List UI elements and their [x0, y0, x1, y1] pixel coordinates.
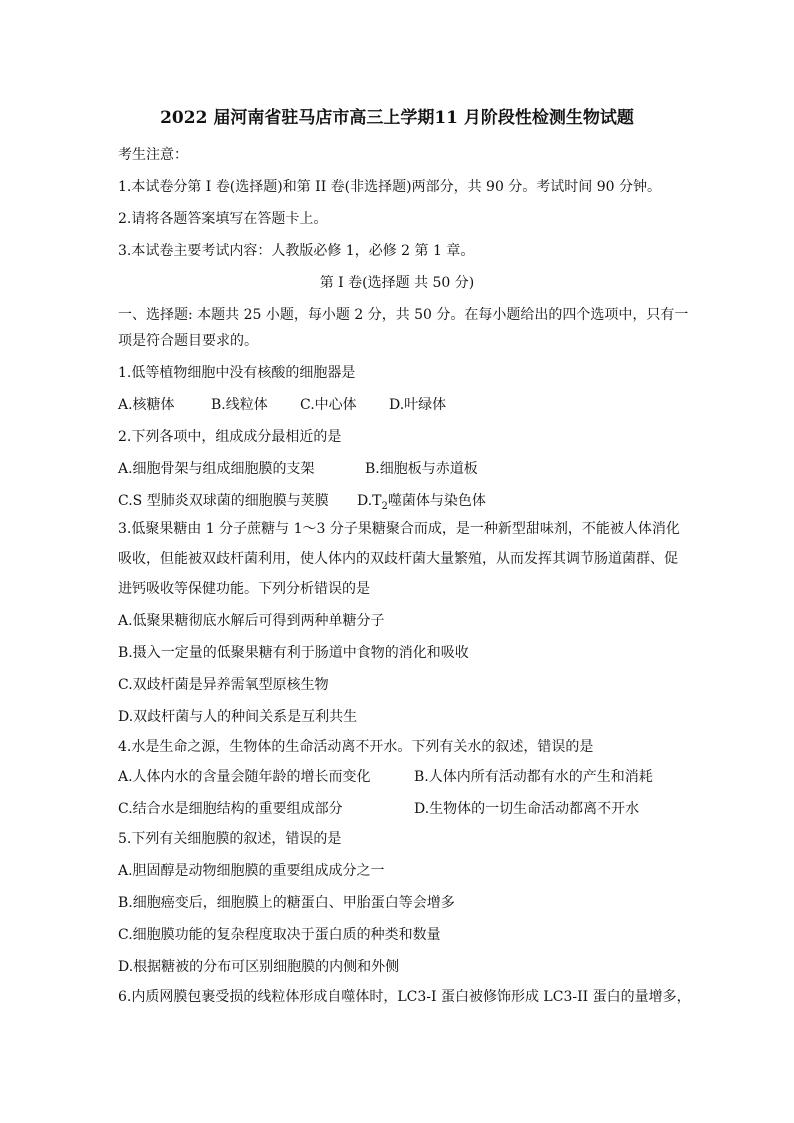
- question-4-option-b: B.人体内所有活动都有水的产生和消耗: [414, 769, 653, 785]
- question-4-option-c: C.结合水是细胞结构的重要组成部分: [118, 801, 343, 817]
- question-2-option-c: C.S 型肺炎双球菌的细胞膜与荚膜: [118, 493, 329, 509]
- page-title: 2022 届河南省驻马店市高三上学期11 月阶段性检测生物试题: [160, 108, 634, 128]
- question-3-option-b: B.摄入一定量的低聚果糖有利于肠道中食物的消化和吸收: [118, 645, 469, 661]
- question-1-stem: 1.低等植物细胞中没有核酸的细胞器是: [118, 365, 356, 381]
- question-1-option-a: A.核糖体: [118, 397, 175, 413]
- question-2-option-a: A.细胞骨架与组成细胞膜的支架: [118, 461, 315, 477]
- question-1-option-c: C.中心体: [300, 397, 357, 413]
- question-4-option-d: D.生物体的一切生命活动都离不开水: [414, 801, 640, 817]
- section-heading: 第 I 卷(选择题 共 50 分): [319, 275, 475, 291]
- notice-item: 1.本试卷分第 I 卷(选择题)和第 II 卷(非选择题)两部分，共 90 分。考试时间 90 分钟。: [118, 179, 662, 195]
- question-2-option-d: [357, 491, 486, 511]
- question-5-option-c: C.细胞膜功能的复杂程度取决于蛋白质的种类和数量: [118, 927, 441, 943]
- question-5-option-b: B.细胞癌变后，细胞膜上的糖蛋白、甲胎蛋白等会增多: [118, 895, 455, 911]
- part-intro-line: 一、选择题: 本题共 25 小题，每小题 2 分，共 50 分。在每小题给出的四个选项中，只有一: [118, 307, 689, 323]
- notice-heading: 考生注意：: [118, 147, 188, 163]
- question-2-option-d-subscript: 2: [381, 500, 388, 512]
- question-3-option-d: D.双歧杆菌与人的种间关系是互利共生: [118, 709, 358, 725]
- question-2-option-d-suffix: 噬菌体与染色体: [387, 493, 486, 509]
- question-5-option-a: A.胆固醇是动物细胞膜的重要组成成分之一: [118, 863, 385, 879]
- question-2-stem: 2.下列各项中，组成成分最相近的是: [118, 429, 342, 445]
- question-2-option-d-prefix: D.T: [357, 493, 382, 509]
- notice-item: 2.请将各题答案填写在答题卡上。: [118, 211, 328, 227]
- question-1-option-b: B.线粒体: [211, 397, 268, 413]
- question-3-stem-line: 进钙吸收等保健功能。下列分析错误的是: [118, 581, 370, 597]
- question-6-stem: 6.内质网膜包裹受损的线粒体形成自噬体时，LC3-I 蛋白被修饰形成 LC3-II 蛋白的量增多，: [118, 989, 691, 1005]
- question-1-option-d: D.叶绿体: [389, 397, 447, 413]
- question-5-option-d: D.根据糖被的分布可区别细胞膜的内侧和外侧: [118, 959, 400, 975]
- part-intro-line: 项是符合题目要求的。: [118, 333, 258, 349]
- question-4-stem: 4.水是生命之源，生物体的生命活动离不开水。下列有关水的叙述，错误的是: [118, 739, 594, 755]
- question-4-option-a: A.人体内水的含量会随年龄的增长而变化: [118, 769, 371, 785]
- question-3-stem-line: 吸收，但能被双歧杆菌利用，使人体内的双歧杆菌大量繁殖，从而发挥其调节肠道菌群、促: [118, 551, 678, 567]
- notice-item: 3.本试卷主要考试内容：人教版必修 1，必修 2 第 1 章。: [118, 243, 475, 259]
- question-3-stem-line: 3.低聚果糖由 1 分子蔗糖与 1～3 分子果糖聚合而成，是一种新型甜味剂，不能被人体消化: [118, 521, 680, 537]
- question-5-stem: 5.下列有关细胞膜的叙述，错误的是: [118, 831, 342, 847]
- question-3-option-a: A.低聚果糖彻底水解后可得到两种单糖分子: [118, 613, 385, 629]
- question-2-option-b: B.细胞板与赤道板: [365, 461, 478, 477]
- question-3-option-c: C.双歧杆菌是异养需氧型原核生物: [118, 677, 329, 693]
